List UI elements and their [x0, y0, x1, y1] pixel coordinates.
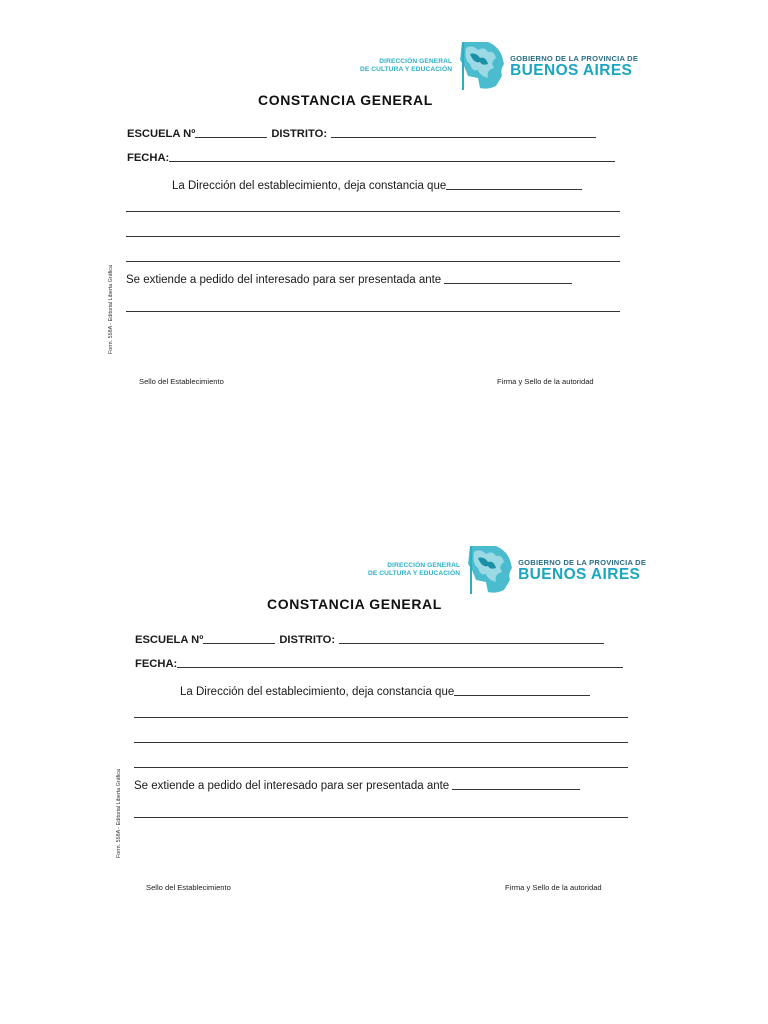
distrito-field[interactable] [331, 136, 596, 138]
escuela-distrito-row [127, 128, 596, 140]
distrito-label: DISTRITO: [279, 634, 336, 646]
constancia-text: La Dirección del establecimiento, deja constancia que [180, 686, 455, 698]
escuela-label: ESCUELA Nº [135, 634, 204, 646]
form-number-text: Form. 558A - Editorial Liberta Gráfica [108, 265, 114, 354]
firma-label: Firma y Sello de la autoridad [497, 377, 594, 386]
constancia-form-2 [0, 504, 768, 1004]
direccion-general-text: DIRECCIÓN GENERAL DE CULTURA Y EDUCACIÓN [360, 58, 453, 73]
form-number-text: Form. 558A - Editorial Liberta Gráfica [116, 769, 122, 858]
fecha-field[interactable] [169, 160, 615, 162]
constancia-line-2[interactable] [134, 742, 628, 743]
fecha-label: FECHA: [127, 152, 170, 164]
constancia-row [180, 686, 590, 698]
escuela-label: ESCUELA Nº [127, 128, 196, 140]
header-logo [368, 544, 646, 596]
constancia-field[interactable] [446, 188, 582, 190]
constancia-form-1 [0, 0, 768, 500]
fecha-row [127, 152, 615, 164]
escuela-field[interactable] [195, 136, 267, 138]
sello-label: Sello del Establecimiento [146, 883, 231, 892]
firma-label: Firma y Sello de la autoridad [505, 883, 602, 892]
extiende-row [126, 274, 572, 286]
gobierno-text: GOBIERNO DE LA PROVINCIA DE BUENOS AIRES [518, 557, 647, 583]
direccion-general-text: DIRECCIÓN GENERAL DE CULTURA Y EDUCACIÓN [368, 562, 461, 577]
extiende-text: Se extiende a pedido del interesado para ser presentada ante [126, 274, 442, 286]
constancia-line-2[interactable] [126, 236, 620, 237]
extiende-field[interactable] [444, 282, 572, 284]
fecha-field[interactable] [177, 666, 623, 668]
constancia-field[interactable] [454, 694, 590, 696]
buenos-aires-province-map-icon [466, 544, 514, 596]
constancia-line-3[interactable] [126, 261, 620, 262]
gobierno-text: GOBIERNO DE LA PROVINCIA DE BUENOS AIRES [510, 53, 639, 79]
extiende-text: Se extiende a pedido del interesado para ser presentada ante [134, 780, 450, 792]
extiende-row [134, 780, 580, 792]
fecha-label: FECHA: [135, 658, 178, 670]
extiende-field[interactable] [452, 788, 580, 790]
distrito-field[interactable] [339, 642, 604, 644]
distrito-label: DISTRITO: [271, 128, 328, 140]
form-title: CONSTANCIA GENERAL [267, 596, 442, 612]
constancia-line-3[interactable] [134, 767, 628, 768]
constancia-line-1[interactable] [126, 211, 620, 212]
escuela-distrito-row [135, 634, 604, 646]
extiende-line[interactable] [126, 311, 620, 312]
buenos-aires-province-map-icon [458, 40, 506, 92]
constancia-line-1[interactable] [134, 717, 628, 718]
escuela-field[interactable] [203, 642, 275, 644]
fecha-row [135, 658, 623, 670]
extiende-line[interactable] [134, 817, 628, 818]
constancia-row [172, 180, 582, 192]
header-logo [360, 40, 638, 92]
sello-label: Sello del Establecimiento [139, 377, 224, 386]
form-title: CONSTANCIA GENERAL [258, 92, 433, 108]
constancia-text: La Dirección del establecimiento, deja constancia que [172, 180, 447, 192]
